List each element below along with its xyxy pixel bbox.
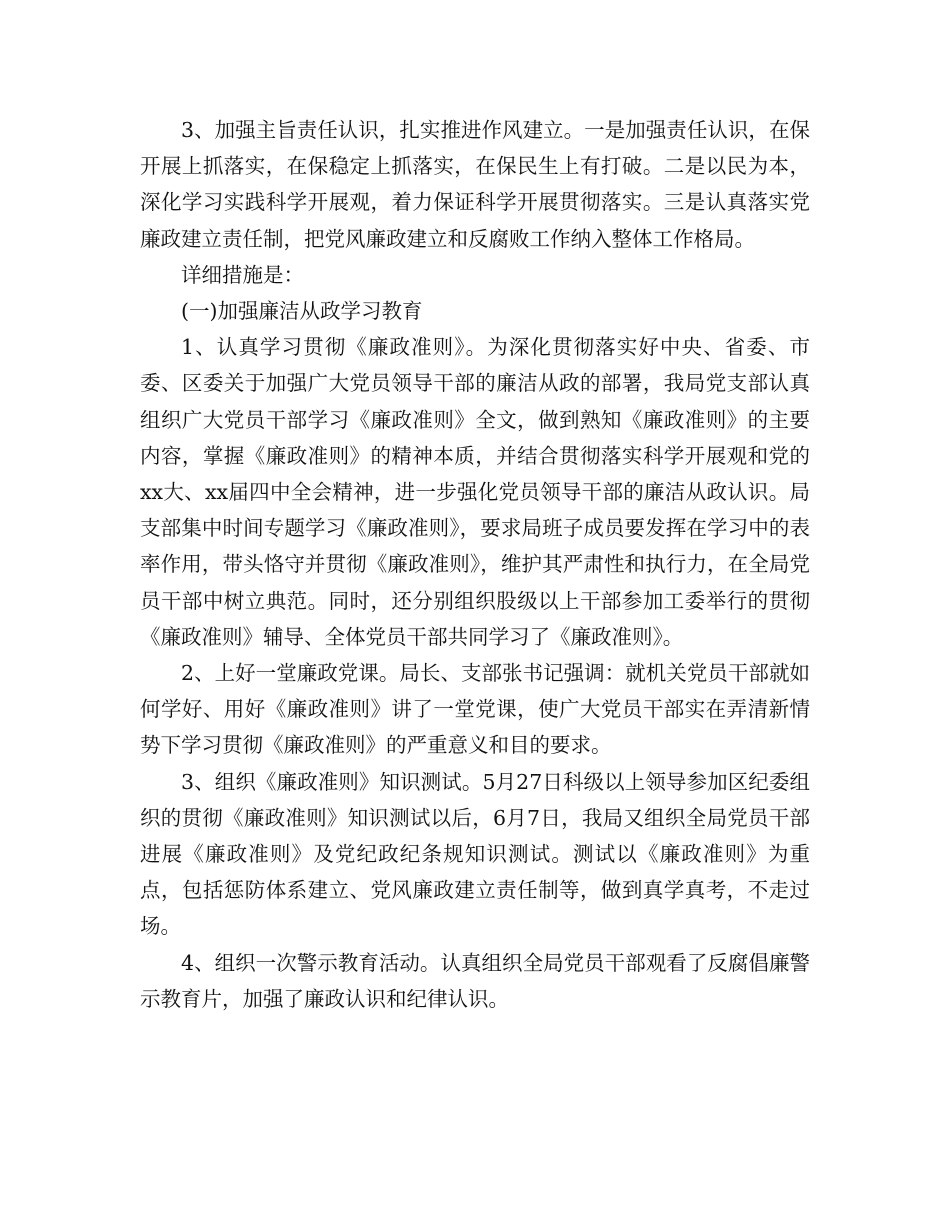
document-body: [140, 112, 810, 1017]
paragraph-study-guidelines: 1、认真学习贯彻《廉政准则》。为深化贯彻落实好中央、省委、市委、区委关于加强广大党员领导干部的廉洁从政的部署，我局党支部认真组织广大党员干部学习《廉政准则》全文，做到熟知《廉政准则》的主要内容，掌握《廉政准则》的精神本质，并结合贯彻落实科学开展观和党的xx大、xx届四中全会精神，进一步强化党员领导干部的廉洁从政认识。局支部集中时间专题学习《廉政准则》，要求局班子成员要发挥在学习中的表率作用，带头恪守并贯彻《廉政准则》，维护其严肃性和执行力，在全局党员干部中树立典范。同时，还分别组织股级以上干部参加工委举行的贯彻《廉政准则》辅导、全体党员干部共同学习了《廉政准则》。: [140, 335, 810, 649]
section-heading-education: (一)加强廉洁从政学习教育: [181, 299, 423, 324]
paragraph-knowledge-test: 3、组织《廉政准则》知识测试。5月27日科级以上领导参加区纪委组织的贯彻《廉政准则》知识测试以后，6月7日，我局又组织全局党员干部进展《廉政准则》及党纪政纪条规知识测试。测试以《廉政准则》为重点，包括惩防体系建立、党风廉政建立责任制等，做到真学真考，不走过场。: [140, 769, 810, 939]
paragraph-party-lesson: 2、上好一堂廉政党课。局长、支部张书记强调：就机关党员干部就如何学好、用好《廉政准则》讲了一堂党课，使广大党员干部实在弄清新情势下学习贯彻《廉政准则》的严重意义和目的要求。: [140, 661, 810, 758]
paragraph-responsibility: 3、加强主旨责任认识，扎实推进作风建立。一是加强责任认识，在保开展上抓落实，在保稳定上抓落实，在保民生上有打破。二是以民为本，深化学习实践科学开展观，着力保证科学开展贯彻落实。三是认真落实党廉政建立责任制，把党风廉政建立和反腐败工作纳入整体工作格局。: [140, 118, 810, 251]
paragraph-measures-intro: 详细措施是：: [181, 262, 304, 287]
paragraph-warning-education: 4、组织一次警示教育活动。认真组织全局党员干部观看了反腐倡廉警示教育片，加强了廉政认识和纪律认识。: [140, 950, 810, 1011]
